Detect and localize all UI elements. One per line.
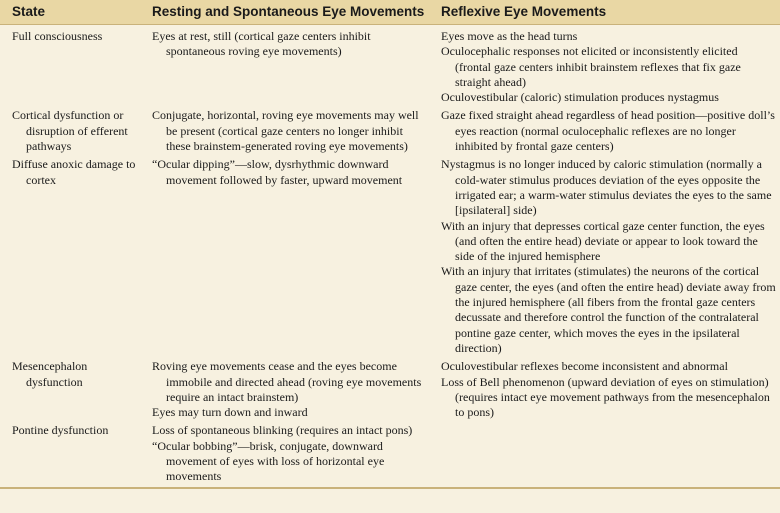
- reflexive-cell: [429, 108, 780, 157]
- reflexive-entry: Oculocephalic responses not elicited or inconsistently elicited (frontal gaze centers inhibit brainstem reflexes that fix gaze straight ahead): [441, 44, 741, 89]
- reflexive-entry: With an injury that depresses cortical gaze center function, the eyes (and often the entire head) deviate or appear to look toward the side of the injured hemisphere: [441, 218, 765, 264]
- header-row: [0, 0, 780, 25]
- table-body: [0, 25, 780, 487]
- resting-entry: Loss of spontaneous blinking (requires an intact pons): [152, 423, 413, 438]
- reflexive-entry: Oculovestibular (caloric) stimulation produces nystagmus: [441, 90, 719, 105]
- state-label: Diffuse anoxic damage to cortex: [12, 157, 136, 187]
- reflexive-cell: [429, 423, 780, 486]
- state-label: Full consciousness: [12, 29, 103, 43]
- header-resting: Resting and Spontaneous Eye Movements: [140, 0, 429, 25]
- resting-entry: “Ocular dipping”—slow, dysrhythmic downward movement followed by faster, upward movement: [152, 157, 403, 187]
- reflexive-cell: [429, 25, 780, 109]
- header-state: State: [0, 0, 140, 25]
- resting-entry: “Ocular bobbing”—brisk, conjugate, downward movement of eyes with loss of horizontal eye movements: [152, 438, 385, 484]
- state-label: Pontine dysfunction: [12, 423, 109, 438]
- table-row: [0, 359, 780, 423]
- header-reflexive: Reflexive Eye Movements: [429, 0, 780, 25]
- resting-cell: [140, 359, 429, 423]
- resting-entry: Eyes at rest, still (cortical gaze centers inhibit spontaneous roving eye movements): [152, 29, 371, 59]
- state-label: Mesencephalon dysfunction: [12, 359, 88, 389]
- table-header: [0, 0, 780, 25]
- state-cell: [0, 359, 140, 423]
- reflexive-cell: [429, 157, 780, 359]
- resting-cell: [140, 423, 429, 486]
- resting-entry: Conjugate, horizontal, roving eye movements may well be present (cortical gaze centers no longer inhibit these brainstem-generated roving eye movements): [152, 108, 419, 154]
- state-cell: [0, 157, 140, 359]
- reflexive-entry: Gaze fixed straight ahead regardless of head position—positive doll’s eyes reaction (normal oculocephalic reflexes are no longer inhibited by frontal gaze centers): [441, 108, 775, 154]
- state-label: Cortical dysfunction or disruption of efferent pathways: [12, 108, 128, 154]
- state-cell: [0, 25, 140, 109]
- reflexive-cell: [429, 359, 780, 423]
- table-row: [0, 25, 780, 109]
- reflexive-entry: Nystagmus is no longer induced by caloric stimulation (normally a cold-water stimulus produces deviation of the eyes opposite the irrigated ear; a warm-water stimulus deviates the eyes to the same [ipsilateral] side): [441, 157, 772, 218]
- reflexive-entry: Eyes move as the head turns: [441, 29, 578, 43]
- reflexive-entry: Loss of Bell phenomenon (upward deviation of eyes on stimulation) (requires intact eye movement pathways from the mesencephalon to pons): [441, 374, 770, 420]
- reflexive-entry: Oculovestibular reflexes become inconsistent and abnormal: [441, 359, 728, 374]
- table-row: [0, 108, 780, 157]
- state-cell: [0, 423, 140, 486]
- reflexive-entry: With an injury that irritates (stimulates) the neurons of the cortical gaze center, the eyes (and often the entire head) deviate away from the injured hemisphere (all fibers from the frontal gaze centers decussate and therefore control the function of the contralateral pontine gaze center, which moves the eyes in the ipsilateral direction): [441, 264, 776, 355]
- resting-entry: Roving eye movements cease and the eyes become immobile and directed ahead (roving eye movements require an intact brainstem): [152, 359, 422, 404]
- resting-entry: Eyes may turn down and inward: [152, 405, 308, 420]
- resting-cell: [140, 25, 429, 109]
- table-row: [0, 423, 780, 486]
- table-bottom-rule: [0, 487, 780, 489]
- state-cell: [0, 108, 140, 157]
- resting-cell: [140, 157, 429, 359]
- table-row: [0, 157, 780, 359]
- resting-cell: [140, 108, 429, 157]
